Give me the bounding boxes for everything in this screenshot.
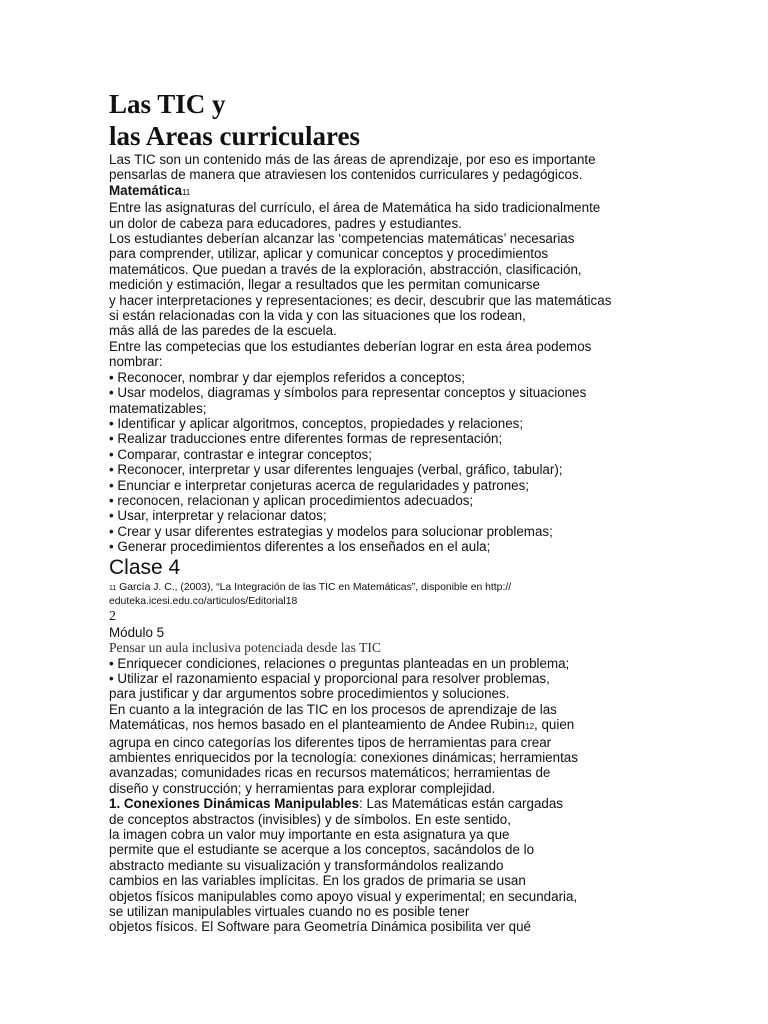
- list-item: • Reconocer, interpretar y usar diferentes lenguajes (verbal, gráfico, tabular);: [109, 462, 563, 478]
- list-item: • Generar procedimientos diferentes a los enseñados en el aula;: [109, 539, 491, 555]
- text-line: matemáticos. Que puedan a través de la exploración, abstracción, clasificación,: [109, 261, 582, 277]
- list-item: • Enunciar e interpretar conjeturas acerca de regularidades y patrones;: [109, 477, 530, 493]
- footnote-mark: 11: [109, 584, 117, 592]
- text-line: si están relacionadas con la vida y con las situaciones que los rodean,: [109, 308, 526, 324]
- page-number: 2: [109, 608, 116, 624]
- page-title: [109, 88, 669, 152]
- text-line: objetos físicos. El Software para Geometría Dinámica posibilita ver qué: [109, 919, 532, 935]
- text-line: permite que el estudiante se acerque a los conceptos, sacándolos de lo: [109, 842, 535, 858]
- text-line: agrupa en cinco categorías los diferentes tipos de herramientas para crear: [109, 734, 552, 750]
- text-segment: , quien: [534, 717, 575, 733]
- text-line: Entre las asignaturas del currículo, el área de Matemática ha sido tradicionalmente: [109, 200, 601, 216]
- footnote-line-2: eduteka.icesi.edu.co/articulos/Editorial18: [109, 595, 298, 607]
- bold-lead: 1. Conexiones Dinámicas Manipulables: [109, 796, 360, 812]
- list-item: • Enriquecer condiciones, relaciones o preguntas planteadas en un problema;: [109, 655, 570, 671]
- list-item: • Comparar, contrastar e integrar conceptos;: [109, 446, 372, 462]
- text-line: se utilizan manipulables virtuales cuando no es posible tener: [109, 904, 470, 920]
- module-label: Módulo 5: [109, 624, 165, 640]
- bullet-list-2: [109, 656, 669, 702]
- text-line: más allá de las paredes de la escuela.: [109, 323, 337, 339]
- section-heading: [109, 183, 669, 200]
- list-item: • Crear y usar diferentes estrategias y modelos para solucionar problemas;: [109, 523, 553, 539]
- list-item: • Utilizar el razonamiento espacial y proporcional para resolver problemas,: [109, 670, 550, 686]
- footnote-line-1: [109, 581, 669, 595]
- text-line: diseño y construcción; y herramientas para explorar complejidad.: [109, 780, 496, 796]
- text-line: medición y estimación, llegar a resultados que les permitan comunicarse: [109, 277, 540, 293]
- footnote-ref: 11: [181, 187, 191, 197]
- text-line: cambios en las variables implícitas. En los grados de primaria se usan: [109, 873, 526, 889]
- text-line: Entre las competecias que los estudiantes deberían lograr en esta área podemos: [109, 338, 592, 354]
- footnote: [109, 581, 669, 608]
- text-segment: : Las Matemáticas están cargadas: [359, 796, 563, 812]
- text-line: Los estudiantes deberían alcanzar las ‘competencias matemáticas’ necesarias: [109, 231, 575, 247]
- list-item: matematizables;: [109, 400, 207, 416]
- paragraph-2: [109, 702, 669, 796]
- text-line: la imagen cobra un valor muy importante en esta asignatura ya que: [109, 827, 510, 843]
- title-line-2: las Areas curriculares: [109, 121, 360, 151]
- class-heading: Clase 4: [109, 555, 181, 579]
- text-line: ambientes enriquecidos por la tecnología: conexiones dinámicas; herramientas: [109, 750, 578, 765]
- footnote-text: García J. C., (2003), “La Integración de las TIC en Matemáticas”, disponible en http://: [116, 581, 512, 593]
- list-item: para justificar y dar argumentos sobre procedimientos y soluciones.: [109, 686, 510, 702]
- list-item: • Identificar y aplicar algoritmos, conceptos, propiedades y relaciones;: [109, 415, 524, 431]
- text-line: para comprender, utilizar, aplicar y comunicar conceptos y procedimientos: [109, 246, 549, 262]
- list-item: • Reconocer, nombrar y dar ejemplos referidos a conceptos;: [109, 369, 465, 385]
- page-content: [109, 88, 669, 935]
- text-line: [109, 717, 669, 734]
- list-item: • Usar, interpretar y relacionar datos;: [109, 508, 327, 524]
- text-line: [109, 796, 669, 811]
- intro-paragraph: [109, 152, 669, 183]
- footnote-ref: 12: [525, 722, 535, 732]
- section-heading-text: Matemática: [109, 182, 182, 198]
- text-line: abstracto mediante su visualización y transformándolos realizando: [109, 857, 504, 873]
- text-segment: Matemáticas, nos hemos basado en el planteamiento de Andee Rubin: [109, 717, 526, 733]
- text-line: pensarlas de manera que atraviesen los contenidos curriculares y pedagógicos.: [109, 167, 583, 183]
- list-item: • reconocen, relacionan y aplican procedimientos adecuados;: [109, 492, 474, 508]
- title-line-1: Las TIC y: [109, 89, 226, 119]
- bullet-list-1: [109, 370, 669, 555]
- list-item: • Realizar traducciones entre diferentes formas de representación;: [109, 431, 503, 447]
- text-line: un dolor de cabeza para educadores, padres y estudiantes.: [109, 215, 462, 231]
- text-line: Las TIC son un contenido más de las áreas de aprendizaje, por eso es importante: [109, 152, 596, 167]
- text-line: avanzadas; comunidades ricas en recursos matemáticos; herramientas de: [109, 765, 551, 781]
- module-subtitle: Pensar un aula inclusiva potenciada desde las TIC: [109, 639, 381, 655]
- text-line: y hacer interpretaciones y representaciones; es decir, descubrir que las matemáticas: [109, 292, 612, 308]
- paragraph-1: [109, 200, 669, 369]
- text-line: de conceptos abstractos (invisibles) y de símbolos. En este sentido,: [109, 811, 511, 827]
- text-line: En cuanto a la integración de las TIC en los procesos de aprendizaje de las: [109, 701, 557, 717]
- list-item: • Usar modelos, diagramas y símbolos para representar conceptos y situaciones: [109, 385, 587, 401]
- text-line: nombrar:: [109, 354, 163, 370]
- text-line: objetos físicos manipulables como apoyo visual y experimental; en secundaria,: [109, 888, 578, 904]
- paragraph-3: [109, 796, 669, 935]
